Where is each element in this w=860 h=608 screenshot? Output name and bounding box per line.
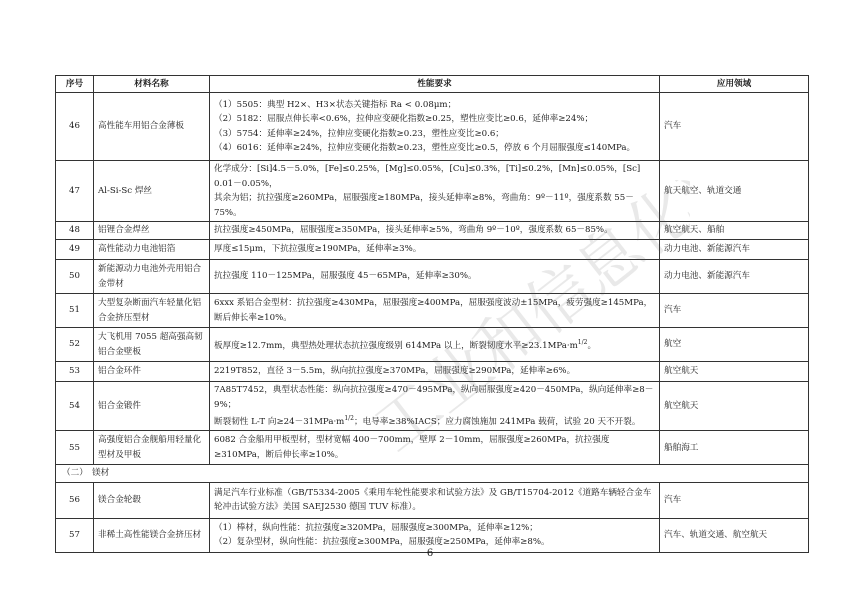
application-field: 汽车 — [660, 93, 809, 161]
table-row — [56, 93, 809, 161]
performance-line: 断裂韧性 L-T 向$\ge 24-31MPa\cdot m^{1/2}$；电导率≥38%IACS；应力腐蚀施加 241MPa 载荷，试验 20 天不开裂。 — [214, 415, 641, 427]
performance-line: 满足汽车行业标准（GB/T5334-2005《乘用车轮性能要求和试验方法》及 GB/T15704-2012《道路车辆轻合金车轮冲击试验方法》美国 SAEJ2530 德国 TUV 标准）。 — [214, 487, 652, 513]
material-name: 大型复杂断面汽车轻量化铝合金挤压型材 — [94, 294, 210, 328]
superscript-exponent: 1/2 — [344, 415, 354, 422]
performance-requirement — [210, 93, 660, 161]
application-field: 动力电池、新能源汽车 — [660, 240, 809, 260]
row-number: 52 — [56, 328, 94, 362]
row-number: 46 — [56, 93, 94, 161]
row-number: 57 — [56, 518, 94, 552]
performance-requirement — [210, 161, 660, 222]
page-number: 6 — [426, 548, 434, 559]
row-number: 50 — [56, 260, 94, 294]
table-row — [56, 431, 809, 465]
material-name: 高性能动力电池铝箔 — [94, 240, 210, 260]
application-field: 航空 — [660, 328, 809, 362]
performance-line: 抗拉强度≥450MPa，屈服强度≥350MPa，接头延伸率≥5%，弯曲角 9º－10º，强度系数 65－85%。 — [214, 225, 613, 236]
table-row — [56, 328, 809, 362]
material-name: 铝合金环件 — [94, 362, 210, 382]
header-material-name: 材料名称 — [94, 76, 210, 93]
row-number: 54 — [56, 382, 94, 431]
performance-line: 抗拉强度 110－125MPa，屈服强度 45－65MPa，延伸率≥30%。 — [214, 271, 477, 282]
performance-requirement — [210, 362, 660, 382]
application-field: 汽车、轨道交通、航空航天 — [660, 518, 809, 552]
performance-requirement — [210, 260, 660, 294]
performance-requirement — [210, 294, 660, 328]
table-row — [56, 382, 809, 431]
performance-line: （1）棒材，纵向性能：抗拉强度≥320MPa，屈服强度≥300MPa，延伸率≥12%； — [214, 522, 538, 533]
row-number: 48 — [56, 222, 94, 240]
application-field: 航天航空、轨道交通 — [660, 161, 809, 222]
application-field: 动力电池、新能源汽车 — [660, 260, 809, 294]
material-name: 镁合金轮毂 — [94, 482, 210, 518]
performance-requirement — [210, 222, 660, 240]
performance-line: （3）5754：延伸率≥24%，拉伸应变硬化指数≥0.23，塑性应变比≥0.6； — [214, 128, 504, 139]
performance-requirement — [210, 482, 660, 518]
application-field: 船舶海工 — [660, 431, 809, 465]
material-name: 高强度铝合金舰船用轻量化型材及甲板 — [94, 431, 210, 465]
table-row — [56, 222, 809, 240]
performance-line: 6082 合金船用甲板型材，型材宽幅 400－700mm，壁厚 2－10mm，屈服强度≥260MPa，抗拉强度≥310MPa，断后伸长率≥10%。 — [214, 435, 610, 460]
application-field: 航空航天 — [660, 382, 809, 431]
application-field: 航空航天、船舶 — [660, 222, 809, 240]
table-row — [56, 240, 809, 260]
performance-line: 6xxx 系铝合金型材：抗拉强度≥430MPa，屈服强度≥400MPa，屈服强度波动±15MPa，疲劳强度≥145MPa，断后伸长率≥10%。 — [214, 298, 653, 323]
header-performance: 性能要求 — [210, 76, 660, 93]
performance-requirement — [210, 240, 660, 260]
row-number: 53 — [56, 362, 94, 382]
section-title-magnesium: （二） 镁材 — [56, 465, 809, 483]
application-field: 航空航天 — [660, 362, 809, 382]
performance-line: 板厚度≥12.7mm，典型热处理状态抗拉强度级别 614MPa 以上，断裂韧度水平$\ge 23.1MPa\cdot m^{1/2}$。 — [214, 338, 597, 351]
application-field: 汽车 — [660, 294, 809, 328]
performance-line: 7A85T7452，典型状态性能：纵向抗拉强度≥470－495MPa，纵向屈服强度≥420－450MPa，纵向延伸率≥8－9%； — [214, 385, 654, 410]
material-name: 铝合金锻件 — [94, 382, 210, 431]
performance-line: 2219T852，直径 3－5.5m，纵向抗拉强度≥370MPa，屈服强度≥290MPa，延伸率≥6%。 — [214, 366, 576, 377]
material-name: 高性能车用铝合金薄板 — [94, 93, 210, 161]
performance-line: （1）5505：典型 H2×、H3×状态关键指标 Ra < 0.08μm； — [214, 99, 457, 110]
performance-requirement — [210, 431, 660, 465]
table-header-row — [56, 76, 809, 93]
row-number: 51 — [56, 294, 94, 328]
performance-line: 其余为铝；抗拉强度≥260MPa，屈服强度≥180MPa，接头延伸率≥8%，弯曲角：9º－11º，强度系数 55－75%。 — [214, 193, 634, 218]
row-number: 47 — [56, 161, 94, 222]
table-row — [56, 161, 809, 222]
performance-line: 厚度≤15μm，下抗拉强度≥190MPa，延伸率≥3%。 — [214, 244, 422, 255]
section-row — [56, 465, 809, 483]
superscript-exponent: 1/2 — [577, 338, 588, 346]
header-no: 序号 — [56, 76, 94, 93]
row-number: 49 — [56, 240, 94, 260]
materials-table — [55, 75, 809, 553]
material-name: 新能源动力电池外壳用铝合金带材 — [94, 260, 210, 294]
table-row — [56, 294, 809, 328]
material-name: 铝锂合金焊丝 — [94, 222, 210, 240]
material-name: 非稀土高性能镁合金挤压材 — [94, 518, 210, 552]
performance-line: （2）5182：屈服点伸长率<0.6%，拉伸应变硬化指数≥0.25，塑性应变比≥0.6，延伸率≥24%； — [214, 114, 594, 124]
table-row — [56, 260, 809, 294]
performance-line: （4）6016：延伸率≥24%，拉伸应变硬化指数≥0.23，塑性应变比≥0.5，停放 6 个月屈服强度≤140MPa。 — [214, 143, 636, 153]
performance-line: （2）复杂型材，纵向性能：抗拉强度≥300MPa，屈服强度≥250MPa，延伸率≥8%。 — [214, 537, 550, 548]
application-field: 汽车 — [660, 482, 809, 518]
performance-requirement — [210, 328, 660, 362]
row-number: 55 — [56, 431, 94, 465]
table-row — [56, 482, 809, 518]
material-name: Al-Si-Sc 焊丝 — [94, 161, 210, 222]
header-application: 应用领域 — [660, 76, 809, 93]
material-name: 大飞机用 7055 超高强高韧铝合金壁板 — [94, 328, 210, 362]
row-number: 56 — [56, 482, 94, 518]
performance-line: 化学成分：[Si]4.5－5.0%，[Fe]≤0.25%，[Mg]≤0.05%，[Cu]≤0.3%，[Ti]≤0.2%，[Mn]≤0.05%，[Sc] 0.01－0.05%， — [214, 164, 641, 189]
table-row — [56, 362, 809, 382]
performance-requirement — [210, 382, 660, 431]
watermark-text: 工业和信息化部 — [360, 180, 690, 467]
